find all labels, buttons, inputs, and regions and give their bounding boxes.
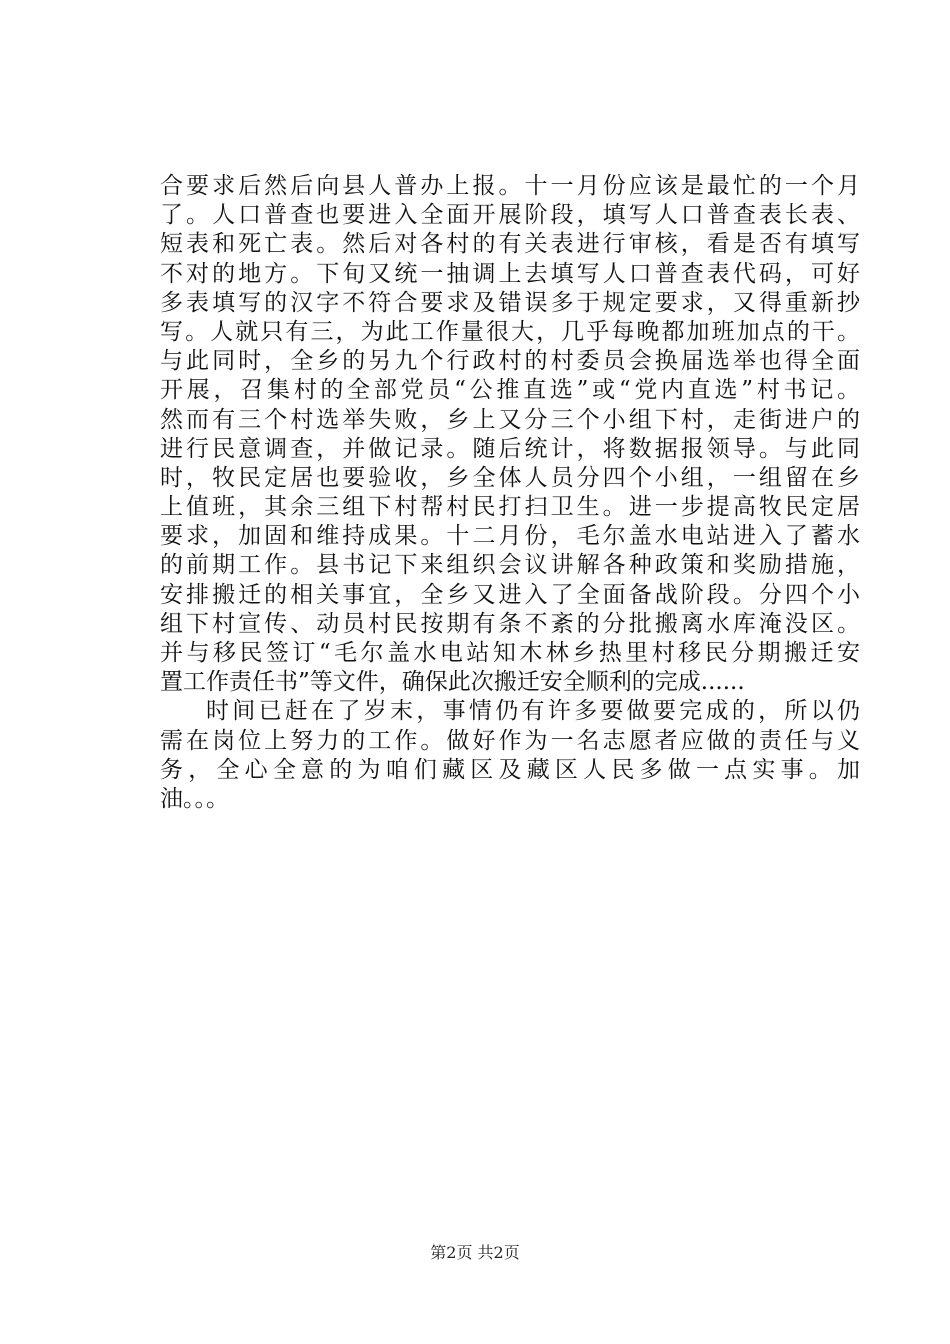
text-line: 多表填写的汉字不符合要求及错误多于规定要求，又得重新抄 — [160, 289, 860, 316]
text-line: 务，全心全意的为咱们藏区及藏区人民多做一点实事。加 — [160, 756, 860, 783]
paragraph-1 — [160, 172, 860, 697]
text-line: 时，牧民定居也要验收，乡全体人员分四个小组，一组留在乡 — [160, 464, 860, 491]
document-body — [160, 172, 860, 814]
text-line: 要求，加固和维持成果。十二月份，毛尔盖水电站进入了蓄水 — [160, 523, 860, 550]
text-line: 组下村宣传、动员村民按期有条不紊的分批搬离水库淹没区。 — [160, 610, 860, 637]
text-line: 上值班，其余三组下村帮村民打扫卫生。进一步提高牧民定居 — [160, 494, 860, 521]
text-line: 时间已赶在了岁末，事情仍有许多要做要完成的，所以仍 — [206, 698, 860, 725]
text-line: 与此同时，全乡的另九个行政村的村委员会换届选举也得全面 — [160, 348, 860, 375]
text-line: 的前期工作。县书记下来组织会议讲解各种政策和奖励措施， — [160, 552, 860, 579]
page-number-footer: 第2页 共2页 — [430, 1243, 520, 1262]
text-line: 油。。。 — [160, 785, 229, 812]
text-line: 写。人就只有三，为此工作量很大，几乎每晚都加班加点的干。 — [160, 318, 860, 345]
text-line: 安排搬迁的相关事宜，全乡又进入了全面备战阶段。分四个小 — [160, 581, 860, 608]
text-line: 短表和死亡表。然后对各村的有关表进行审核，看是否有填写 — [160, 231, 860, 258]
text-line: 然而有三个村选举失败，乡上又分三个小组下村，走街进户的 — [160, 406, 860, 433]
text-line: 了。人口普查也要进入全面开展阶段，填写人口普查表长表、 — [160, 202, 860, 229]
text-line: 置工作责任书”等文件，确保此次搬迁安全顺利的完成...... — [160, 669, 745, 696]
text-line: 开展，召集村的全部党员“公推直选”或“党内直选”村书记。 — [160, 377, 860, 404]
text-line: 合要求后然后向县人普办上报。十一月份应该是最忙的一个月 — [160, 173, 860, 199]
text-line: 并与移民签订“毛尔盖水电站知木林乡热里村移民分期搬迁安 — [160, 640, 860, 666]
text-line: 不对的地方。下旬又统一抽调上去填写人口普查表代码，可好 — [160, 260, 860, 287]
text-line: 需在岗位上努力的工作。做好作为一名志愿者应做的责任与义 — [160, 727, 860, 754]
text-line: 进行民意调查，并做记录。随后统计，将数据报领导。与此同 — [160, 435, 860, 462]
paragraph-2 — [160, 697, 860, 814]
